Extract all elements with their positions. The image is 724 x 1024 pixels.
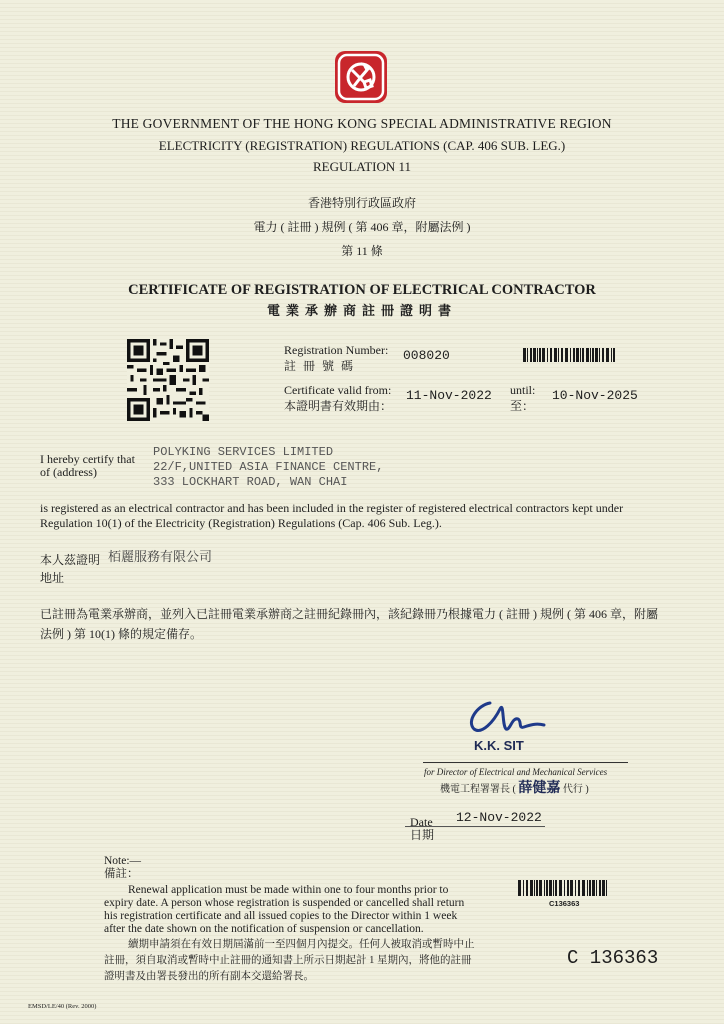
- valid-from-label-zh: 本證明書有效期由：: [284, 399, 393, 413]
- barcode-bar: [558, 348, 559, 362]
- until-label: until:: [510, 383, 536, 397]
- barcode-bar: [518, 880, 521, 896]
- date-label: Date: [410, 815, 433, 829]
- barcode-bar: [596, 880, 597, 896]
- for-director-line-zh: [440, 777, 589, 797]
- note-label-zh: 備註：: [104, 868, 139, 880]
- barcode-bar: [555, 880, 557, 896]
- address-line-2: 333 LOCKHART ROAD, WAN CHAI: [153, 475, 348, 489]
- barcode-bar: [530, 880, 533, 896]
- valid-from-label: Certificate valid from:: [284, 383, 392, 397]
- serial-number-small: C136363: [549, 899, 580, 908]
- regulation-number: REGULATION 11: [312, 159, 412, 174]
- barcode-bar: [554, 348, 557, 362]
- registration-number-label-zh: 註 冊 號 碼: [284, 359, 356, 373]
- certify-label-zh: 本人茲證明: [40, 553, 101, 567]
- barcode-bar: [599, 880, 601, 896]
- government-heading: THE GOVERNMENT OF THE HONG KONG SPECIAL ADMINISTRATIVE REGION: [112, 116, 612, 131]
- barcode-bar: [539, 880, 542, 896]
- signature-line: [423, 762, 628, 763]
- barcode-bar: [576, 348, 579, 362]
- barcode-bar: [523, 348, 526, 362]
- regulation-heading-zh: 電力 ( 註冊 ) 規例 ( 第 406 章，附屬法例 ): [253, 220, 471, 234]
- certify-statement-line-1: is registered as an electrical contractor and has been included in the register of registered electrical contractors kept under: [40, 501, 624, 515]
- barcode-bar: [530, 348, 532, 362]
- barcode-bar: [567, 880, 569, 896]
- barcode-bar: [542, 348, 545, 362]
- barcode-bar: [523, 880, 524, 896]
- barcode-bar: [549, 880, 552, 896]
- barcode-bar: [606, 348, 609, 362]
- barcode-bar: [544, 880, 545, 896]
- for-director-suffix-zh: 代行 ): [562, 784, 589, 795]
- emsd-emblem-icon: [334, 50, 388, 104]
- barcode-bar: [564, 880, 565, 896]
- signatory-name: K.K. SIT: [474, 738, 524, 753]
- barcode-bar: [537, 348, 538, 362]
- certify-statement-line-2: Regulation 10(1) of the Electricity (Registration) Regulations (Cap. 406 Sub. Leg.).: [40, 515, 442, 530]
- company-address-block: [153, 445, 383, 490]
- barcode-bar: [613, 348, 615, 362]
- barcode-bar: [578, 880, 580, 896]
- until-label-zh: 至：: [510, 399, 535, 413]
- qr-code-icon: [127, 339, 209, 421]
- certificate-title: CERTIFICATE OF REGISTRATION OF ELECTRICAL CONTRACTOR: [128, 282, 596, 298]
- barcode-bar: [534, 880, 535, 896]
- barcode-bar: [586, 348, 589, 362]
- certificate-title-zh: 電業承辦商註冊證明書: [266, 303, 457, 318]
- address-label-zh: 地址: [40, 571, 65, 585]
- note-chinese: [104, 937, 524, 985]
- certify-label: I hereby certify that: [40, 452, 135, 466]
- note-label: Note:—: [104, 855, 142, 867]
- for-director-line: for Director of Electrical and Mechanical Services: [424, 767, 608, 777]
- barcode-bar: [582, 880, 585, 896]
- barcode-bar: [602, 348, 604, 362]
- certify-statement-zh-line-2: 法例 ) 第 10(1) 條的規定備存。: [40, 627, 202, 641]
- barcode-bar: [599, 348, 600, 362]
- government-heading-zh: 香港特別行政區政府: [307, 196, 416, 210]
- barcode-bar: [570, 348, 571, 362]
- address-line-1: 22/F,UNITED ASIA FINANCE CENTRE,: [153, 460, 384, 474]
- note-zh-line-2: 註冊，須自取消或暫時中止註冊的通知書上所示日期起計 1 星期內，將他的註冊: [104, 955, 472, 966]
- barcode-bar: [536, 880, 538, 896]
- barcode-bar: [602, 880, 605, 896]
- barcode-bar: [573, 348, 575, 362]
- barcode-bar: [575, 880, 576, 896]
- form-code: EMSD/LE/40 (Rev. 2000): [28, 1003, 97, 1010]
- barcode-bar: [590, 348, 591, 362]
- note-line-4: after the date shown on the notification of suspension or cancellation.: [104, 923, 424, 935]
- for-director-prefix-zh: 機電工程署署長 (: [440, 784, 516, 795]
- barcode-bar: [559, 880, 562, 896]
- barcode-bar: [592, 348, 594, 362]
- barcode-bar: [550, 348, 552, 362]
- certify-statement: [40, 501, 690, 530]
- registration-number-label: Registration Number:: [284, 343, 389, 357]
- barcode-bar: [533, 348, 536, 362]
- note-line-1: Renewal application must be made within one to four months prior to: [128, 884, 449, 896]
- certify-statement-zh: [40, 604, 700, 644]
- registration-barcode: [523, 348, 619, 362]
- barcode-bar: [526, 880, 528, 896]
- barcode-bar: [570, 880, 573, 896]
- barcode-bar: [553, 880, 554, 896]
- barcode-bar: [606, 880, 607, 896]
- barcode-bar: [587, 880, 588, 896]
- barcode-bar: [582, 348, 584, 362]
- date-value: 12-Nov-2022: [456, 810, 542, 825]
- date-label-zh: 日期: [410, 828, 435, 842]
- barcode-bar: [589, 880, 591, 896]
- serial-number-large: C 136363: [567, 947, 659, 969]
- note-line-3: his registration certificate and all issued copies to the Director within 1 week: [104, 910, 458, 922]
- company-name: POLYKING SERVICES LIMITED: [153, 445, 334, 459]
- note-zh-line-1: 續期申請須在有效日期屆滿前一至四個月內提交。任何人被取消或暫時中止: [128, 939, 475, 950]
- address-label: of (address): [40, 465, 97, 479]
- signatory-name-zh: 薛健嘉: [518, 781, 561, 796]
- date-underline: [405, 826, 545, 827]
- handwritten-signature: [460, 695, 550, 737]
- regulation-heading: ELECTRICITY (REGISTRATION) REGULATIONS (CAP. 406 SUB. LEG.): [158, 138, 566, 153]
- barcode-bar: [611, 348, 612, 362]
- barcode-bar: [539, 348, 541, 362]
- barcode-bar: [527, 348, 528, 362]
- barcode-bar: [565, 348, 568, 362]
- barcode-bar: [547, 348, 548, 362]
- company-name-zh: 栢麗服務有限公司: [108, 549, 213, 564]
- until-value: 10-Nov-2025: [552, 388, 638, 403]
- certify-statement-zh-line-1: 已註冊為電業承辦商，並列入已註冊電業承辦商之註冊紀錄冊內，該紀錄冊乃根據電力 ( 註冊 ) 規例 ( 第 406 章，附屬: [40, 607, 658, 621]
- regulation-number-zh: 第 11 條: [341, 244, 383, 258]
- note-line-2: expiry date. A person whose registration is suspended or cancelled shall return: [104, 897, 465, 909]
- serial-barcode: [518, 880, 610, 896]
- note-english: [104, 884, 524, 936]
- barcode-bar: [580, 348, 581, 362]
- note-zh-line-3: 證明書及由署長發出的所有副本交還給署長。: [104, 971, 314, 982]
- barcode-bar: [595, 348, 598, 362]
- barcode-bar: [561, 348, 563, 362]
- valid-from-value: 11-Nov-2022: [406, 388, 492, 403]
- barcode-bar: [592, 880, 595, 896]
- registration-number-value: 008020: [403, 348, 450, 363]
- barcode-bar: [546, 880, 548, 896]
